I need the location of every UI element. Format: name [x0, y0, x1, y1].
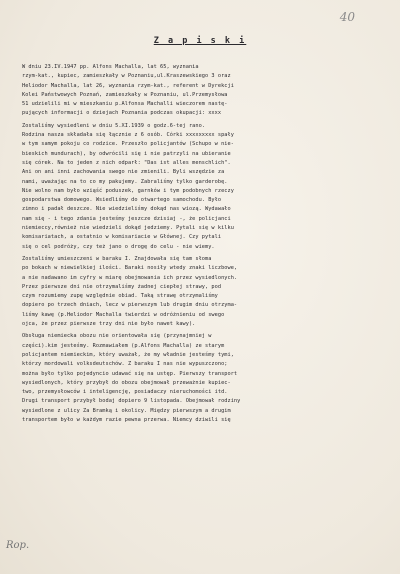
paragraph [22, 332, 384, 425]
text-line: po bokach w niewielkiej ilości. Baraki nosiły wtedy znaki liczbowe, [22, 265, 238, 272]
text-line: komisariatach, a ostatnio w komisariacie w Głównej. Czy pytali [22, 234, 222, 241]
text-line: niemieccy,również nie wiedzieli dokąd jedziemy. Pytali się w kilku [22, 225, 234, 232]
text-line: Zostaliśmy wysiedleni w dniu 5.XI.1939 o godz.6-tej rano. [22, 122, 206, 129]
text-line: nam się - i tego zdania jesteśmy jeszcze dzisiaj -, że policjanci [22, 215, 231, 222]
text-line: a nie nadawano im cyfry w miarę obejmowania ich przez wysiedlonych. [22, 274, 238, 281]
text-line: two, przemysłowców i inteligencję, posiadaczy nieruchomości itd. [22, 389, 228, 396]
text-line: czym rozumiemy zupę względnie obiad. Taką strawę otrzymaliśmy [22, 293, 218, 300]
text-line: którzy mordowali volksdeutschów. Z baraku I nas nie wypuszczono; [22, 361, 228, 368]
text-line: Obsługa niemiecka obozu nie orientowała się (przynajmniej w [22, 333, 212, 340]
text-line: ojca, że przez pierwsze trzy dni nie było nawet kawy). [22, 321, 196, 328]
paragraph [22, 63, 384, 119]
text-line: się o cel podróży, czy też jano o drogę do celu - nie wiemy. [22, 243, 215, 250]
text-line: 51 udzielili mi w mieszkaniu p.Alfonsa Machalli wieczorem nastę- [22, 101, 228, 108]
text-line: zimno i padał deszcze. Nie wiedzieliśmy dokąd nas wiozą. Wydawało [22, 206, 231, 213]
text-line: Nie wolno nam było wziąść poduszek, garnków i tym podobnych rzeczy [22, 187, 234, 194]
text-line: można było tylko pojedyncio udawać się na ustęp. Pierwszy transport [22, 370, 238, 377]
text-line: Przez pierwsze dni nie otrzymaliśmy żadnej ciepłej strawy, pod [22, 283, 222, 290]
document-title: Z a p i s k i [153, 36, 247, 46]
text-line: transportem było w każdym razie pewna przerwa. Niemcy dziwili się [22, 416, 231, 423]
text-line: nami, uważając na to co my pakujemy. Zabraliśmy tylko garderobę. [22, 178, 228, 185]
text-line: Zostaliśmy umieszczeni w baraku I. Znajdowała się tam słoma [22, 255, 212, 262]
text-line: w tym samym pokoju co rodzice. Przeszło policjantów (Schupo w nie- [22, 141, 234, 148]
text-line: Kolei Państwowych Poznań, zamieszkały w Poznaniu, ul.Przemysłowa [22, 91, 228, 98]
text-line: Drugi transport przybył bodaj dopiero 9 listopada. Obejmował rodziny [22, 398, 241, 405]
handwritten-margin-note: Rop. [6, 540, 30, 551]
text-line: policjantem niemieckim, który uważał, że my władnie jesteśmy tymi, [22, 351, 234, 358]
text-line: bieskich mundurach), by odwrócili się i nie patrzyli na ubieranie [22, 150, 231, 157]
text-line: gospodarstwa domowego. Wsiedliśmy do otwartego samochodu. Było [22, 197, 222, 204]
paragraph [22, 122, 384, 252]
text-line: W dniu 23.IV.1947 pp. Alfons Machalla, lat 65, wyznania [22, 64, 199, 70]
page-number: 40 [339, 10, 355, 24]
text-line: Rodzina nasza składała się łącznie z 6 osób. Córki xxxxxxxxx spały [22, 132, 234, 139]
text-line: się córek. Na to jeden z nich odparł: "Das ist alles menschlich". [22, 159, 231, 166]
text-line: wysiedlonych, który przybył do obozu obejmował przeważnie kupiec- [22, 379, 231, 386]
text-line: Ani on ani inni zachowania swego nie zmienili. Byli wszędzie za [22, 169, 225, 176]
paragraph [22, 255, 384, 329]
text-line: części).kim jesteśmy. Rozmawiałem (p.Alfons Machalla) ze starym [22, 342, 225, 349]
text-line: Heliodor Machalla, lat 26, wyznania rzym-kat., referent w Dyrekcji [22, 82, 234, 89]
text-line: rzym-kat., kupiec, zamieszkały w Poznaniu,ul.Kraszewskiego 3 oraz [22, 73, 231, 80]
text-line: dopiero po trzech dniach, lecz w pierwszym lub drugim dniu otrzyma- [22, 302, 238, 309]
text-line: pujących informacji o dziejach Poznania podczas okupacji: xxxx [22, 110, 222, 117]
document-body [22, 63, 384, 425]
text-line: liśmy kawę (p.Heliodor Machalla twierdzi w odróżnieniu od swego [22, 311, 225, 318]
text-line: wysiedlone z ulicy Za Bramką i okolicy. Między pierwszym a drugim [22, 407, 231, 414]
